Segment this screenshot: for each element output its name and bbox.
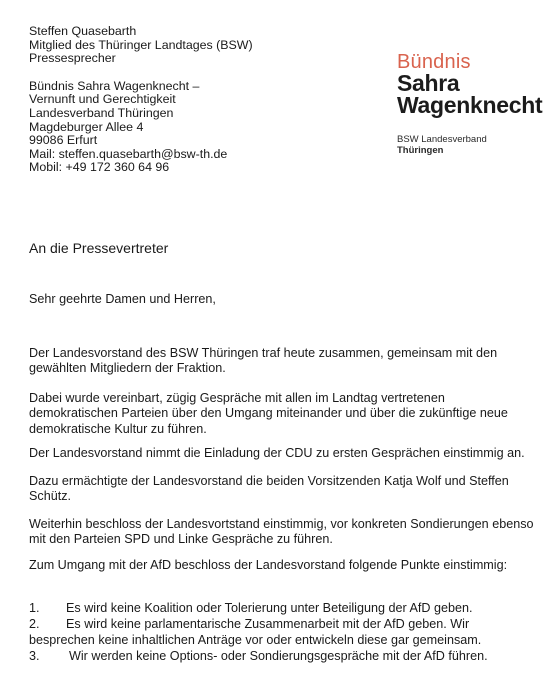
paragraph-1-line: gewählten Mitgliedern der Fraktion. xyxy=(29,361,226,376)
bsw-logo xyxy=(397,52,542,156)
sender-org-line1: Bündnis Sahra Wagenknecht – xyxy=(29,78,200,93)
addressee: An die Pressevertreter xyxy=(29,240,169,256)
paragraph-3 xyxy=(29,446,525,461)
sender-branch: Landesverband Thüringen xyxy=(29,105,174,120)
paragraph-1-line: Der Landesvorstand des BSW Thüringen traf heute zusammen, gemeinsam mit den xyxy=(29,346,498,360)
paragraph-4 xyxy=(29,474,509,505)
sender-mail: Mail: steffen.quasebarth@bsw-th.de xyxy=(29,146,228,161)
sender-street: Magdeburger Allee 4 xyxy=(29,119,144,134)
paragraph-1 xyxy=(29,346,497,377)
sender-position: Pressesprecher xyxy=(29,51,116,66)
logo-word-buendnis: Bündnis xyxy=(397,51,471,73)
sender-city: 99086 Erfurt xyxy=(29,133,98,148)
sender-name: Steffen Quasebarth xyxy=(29,24,137,38)
sender-block xyxy=(29,25,253,175)
paragraph-4-line: Dazu ermächtigte der Landesvorstand die beiden Vorsitzenden Katja Wolf und Steffen xyxy=(29,474,509,488)
paragraph-2-line: demokratischen Parteien über den Umgang miteinander und über die zukünftige neue xyxy=(29,406,508,421)
list-item-3-text: Wir werden keine Options- oder Sondierungsgespräche mit der AfD führen. xyxy=(69,649,488,663)
logo-word-sahra: Sahra xyxy=(397,70,460,96)
paragraph-5 xyxy=(29,517,534,548)
sender-phone: Mobil: +49 172 360 64 96 xyxy=(29,160,170,175)
paragraph-4-line: Schütz. xyxy=(29,489,71,504)
salutation: Sehr geehrte Damen und Herren, xyxy=(29,292,216,306)
list-item-1-number: 1. xyxy=(29,601,40,615)
sender-role: Mitglied des Thüringer Landtages (BSW) xyxy=(29,37,253,52)
list-item-2-text: Es wird keine parlamentarische Zusammenarbeit mit der AfD geben. Wir xyxy=(66,617,470,631)
logo-sub-landesverband: BSW Landesverband xyxy=(397,134,487,145)
sender-org-line2: Vernunft und Gerechtigkeit xyxy=(29,92,176,107)
paragraph-5-line: Weiterhin beschloss der Landesvortstand einstimmig, vor konkreten Sondierungen ebenso xyxy=(29,517,534,531)
list-item-2-number: 2. xyxy=(29,617,40,631)
logo-word-wagenknecht: Wagenknecht xyxy=(397,92,543,118)
paragraph-2-line: demokratische Kultur zu führen. xyxy=(29,421,207,436)
paragraph-3-line: Der Landesvorstand nimmt die Einladung der CDU zu ersten Gesprächen einstimmig an. xyxy=(29,446,525,460)
paragraph-5-line: mit den Parteien SPD und Linke Gespräche zu führen. xyxy=(29,532,333,547)
paragraph-6-line: Zum Umgang mit der AfD beschloss der Landesvorstand folgende Punkte einstimmig: xyxy=(29,558,508,572)
paragraph-2-line: Dabei wurde vereinbart, zügig Gespräche mit allen im Landtag vertretenen xyxy=(29,391,445,405)
list-item-3-number: 3. xyxy=(29,649,40,663)
list-item-1-text: Es wird keine Koalition oder Tolerierung unter Beteiligung der AfD geben. xyxy=(66,601,473,615)
list-item-2-continuation: besprechen keine inhaltlichen Anträge vor oder entwickeln diese gar gemeinsam. xyxy=(29,633,482,647)
logo-sub-thueringen: Thüringen xyxy=(397,145,444,156)
paragraph-2 xyxy=(29,391,508,437)
paragraph-6 xyxy=(29,558,507,573)
